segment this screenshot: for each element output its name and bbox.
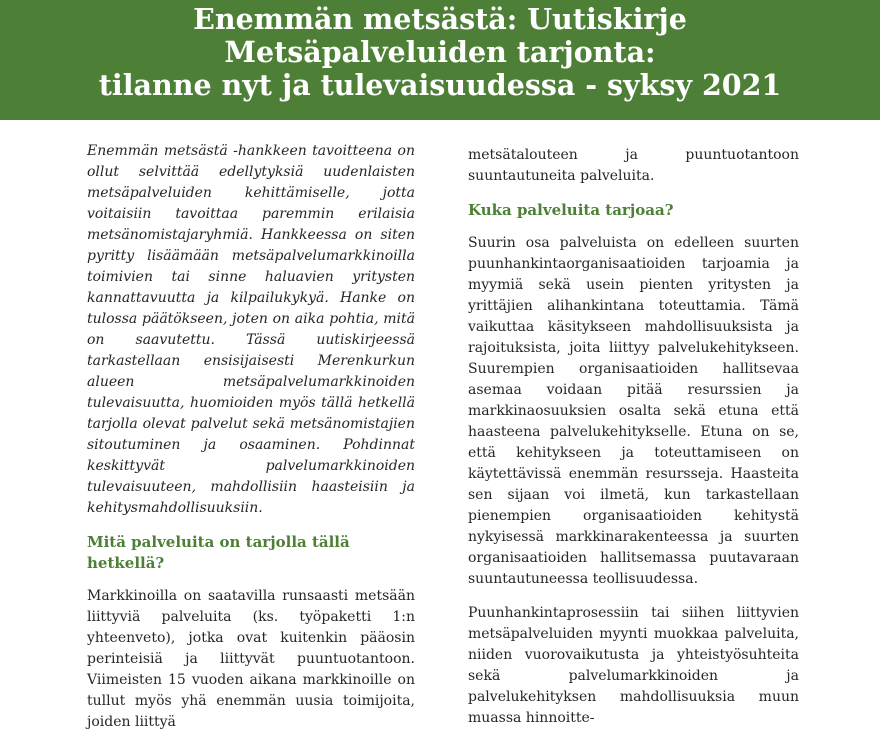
intro-paragraph: Enemmän metsästä -hankkeen tavoitteena on ollut selvittää edellytyksiä uudenlaisten metsäpalveluiden kehittämiselle, jotta voitaisiin tavoittaa paremmin erilaisia metsänomistajaryhmiä. Hankkeessa on siten pyritty lisäämään metsäpalvelumarkkinoilla toimivien tai sinne haluavien yritysten kannattavuutta ja kilpailukykyä. Hanke on tulossa päätökseen, joten on aika pohtia, mitä on saavutettu. Tässä uutiskirjeessä tarkastellaan ensisijaisesti Merenkurkun alueen metsäpalvelumarkkinoiden tulevaisuutta, huomioiden myös tällä hetkellä tarjolla olevat palvelut sekä metsänomistajien sitoutuminen ja osaaminen. Pohdinnat keskittyvät palvelumarkkinoiden tulevaisuuteen, mahdollisiin haasteisiin ja kehitysmahdollisuuksiin. <box>87 143 415 516</box>
body-paragraph-2: Puunhankintaprosessiin tai siihen liittyvien metsäpalveluiden myynti muokkaa palveluita, niiden vuorovaikutusta ja yhteistyösuhteita sekä palvelumarkkinoiden ja palvelukehityksen mahdollisuuksia muun muassa hinnoitte- <box>468 605 799 726</box>
body-paragraph: Markkinoilla on saatavilla runsaasti metsään liittyviä palveluita (ks. työpaketti 1:n yhteenveto), jotka ovat kuitenkin pääosin perinteisiä ja liittyvät puuntuotantoon. Viimeisten 15 vuoden aikana markkinoille on tullut myös yhä enemmän uusia toimijoita, joiden liittyä <box>87 588 415 730</box>
section-heading-services-offered: Mitä palveluita on tarjolla tällä hetkellä? <box>87 533 350 572</box>
title-line-3: tilanne nyt ja tulevaisuudessa - syksy 2021 <box>98 68 782 102</box>
newsletter-header <box>0 0 880 120</box>
continuation-paragraph: metsätalouteen ja puuntuotantoon suuntautuneita palveluita. <box>468 147 799 184</box>
title-line-2: Metsäpalveluiden tarjonta: <box>224 35 656 69</box>
section-heading-who-provides: Kuka palveluita tarjoaa? <box>468 201 674 219</box>
left-column <box>87 141 415 733</box>
title-line-1: Enemmän metsästä: Uutiskirje <box>193 2 687 36</box>
right-column <box>468 145 799 729</box>
body-paragraph-1: Suurin osa palveluista on edelleen suurten puunhankintaorganisaatioiden tarjoamia ja myymiä sekä usein pienten yritysten ja yrittäjien alihankintana toteuttamia. Tämä vaikuttaa käsitykseen mahdollisuuksista ja rajoituksista, joita liittyy palvelukehitykseen. Suurempien organisaatioiden hallitsevaa asemaa voidaan pitää resurssien ja markkinaosuuksien osalta sekä etuna että haasteena palvelukehitykselle. Etuna on se, että kehitykseen ja toteuttamiseen on käytettävissä enemmän resursseja. Haasteita sen sijaan voi ilmetä, kun tarkastellaan pienempien organisaatioiden kehitystä nykyisessä markkinarakenteessa ja suurten organisaatioiden hallitsemassa puutavaraan suuntautuneessa teollisuudessa. <box>468 235 799 587</box>
